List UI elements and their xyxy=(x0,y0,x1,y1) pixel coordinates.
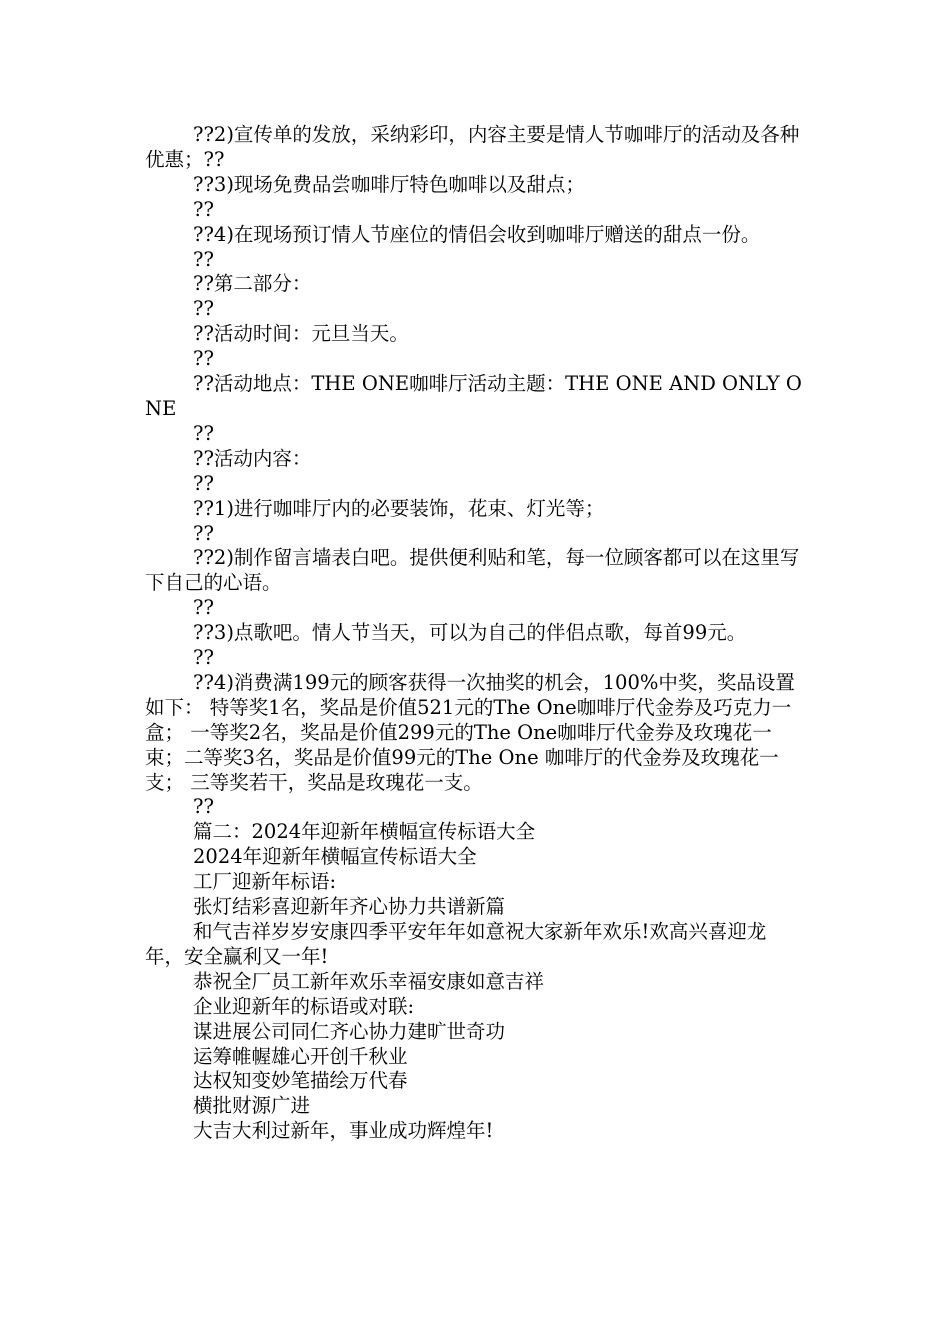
paragraph: 企业迎新年的标语或对联: xyxy=(193,994,415,1018)
paragraph: 谋进展公司同仁齐心协力建旷世奇功 xyxy=(193,1019,506,1043)
paragraph: ??3)点歌吧。情人节当天，可以为自己的伴侣点歌，每首99元。 xyxy=(193,621,747,645)
paragraph: ?? xyxy=(193,471,214,495)
paragraph: 恭祝全厂员工新年欢乐幸福安康如意吉祥 xyxy=(193,969,545,993)
paragraph: 张灯结彩喜迎新年齐心协力共谱新篇 xyxy=(193,895,506,919)
paragraph: ?? xyxy=(193,197,214,221)
paragraph: ?? xyxy=(193,297,214,321)
paragraph: 大吉大利过新年，事业成功辉煌年! xyxy=(193,1119,494,1143)
paragraph: 和气吉祥岁岁安康四季平安年年如意祝大家新年欢乐!欢高兴喜迎龙年，安全赢利又一年! xyxy=(145,920,767,968)
section-heading: 篇二：2024年迎新年横幅宣传标语大全 xyxy=(193,820,536,844)
paragraph: ??4)在现场预订情人节座位的情侣会收到咖啡厅赠送的甜点一份。 xyxy=(193,222,761,246)
document-body xyxy=(145,123,805,1144)
paragraph: ??2)宣传单的发放，采纳彩印，内容主要是情人节咖啡厅的活动及各种优惠；?? xyxy=(145,123,800,171)
paragraph: 2024年迎新年横幅宣传标语大全 xyxy=(193,845,477,869)
paragraph: ??第二部分： xyxy=(193,272,312,296)
paragraph: ?? xyxy=(193,421,214,445)
paragraph: ?? xyxy=(193,795,214,819)
paragraph: ??1)进行咖啡厅内的必要装饰，花束、灯光等； xyxy=(193,496,605,520)
paragraph: ?? xyxy=(193,521,214,545)
paragraph: ??2)制作留言墙表白吧。提供便利贴和笔，每一位顾客都可以在这里写下自己的心语。 xyxy=(145,546,800,595)
paragraph: ??4)消费满199元的顾客获得一次抽奖的机会，100%中奖，奖品设置如下： 特等奖1名，奖品是价值521元的The One咖啡厅代金券及巧克力一盒； 一等奖2名，奖品是价值299元的The One咖啡厅代金券及玫瑰花一束；二等奖3名，奖品是价值99元的The One 咖啡厅的代金券及玫瑰花一支； 三等奖若干，奖品是玫瑰花一支。 xyxy=(145,670,795,794)
paragraph: 工厂迎新年标语: xyxy=(193,870,337,894)
paragraph: 横批财源广进 xyxy=(193,1094,311,1118)
paragraph: ?? xyxy=(193,247,214,271)
paragraph: ?? xyxy=(193,646,214,670)
paragraph: ??3)现场免费品尝咖啡厅特色咖啡以及甜点； xyxy=(193,172,585,196)
paragraph: ??活动内容： xyxy=(193,446,312,470)
paragraph: ?? xyxy=(193,596,214,620)
paragraph: 运筹帷幄雄心开创千秋业 xyxy=(193,1044,408,1068)
paragraph: ??活动时间：元旦当天。 xyxy=(193,322,409,346)
paragraph: 达权知变妙笔描绘万代春 xyxy=(193,1069,408,1093)
paragraph: ?? xyxy=(193,347,214,371)
paragraph: ??活动地点：THE ONE咖啡厅活动主题：THE ONE AND ONLY ONE xyxy=(145,372,802,420)
